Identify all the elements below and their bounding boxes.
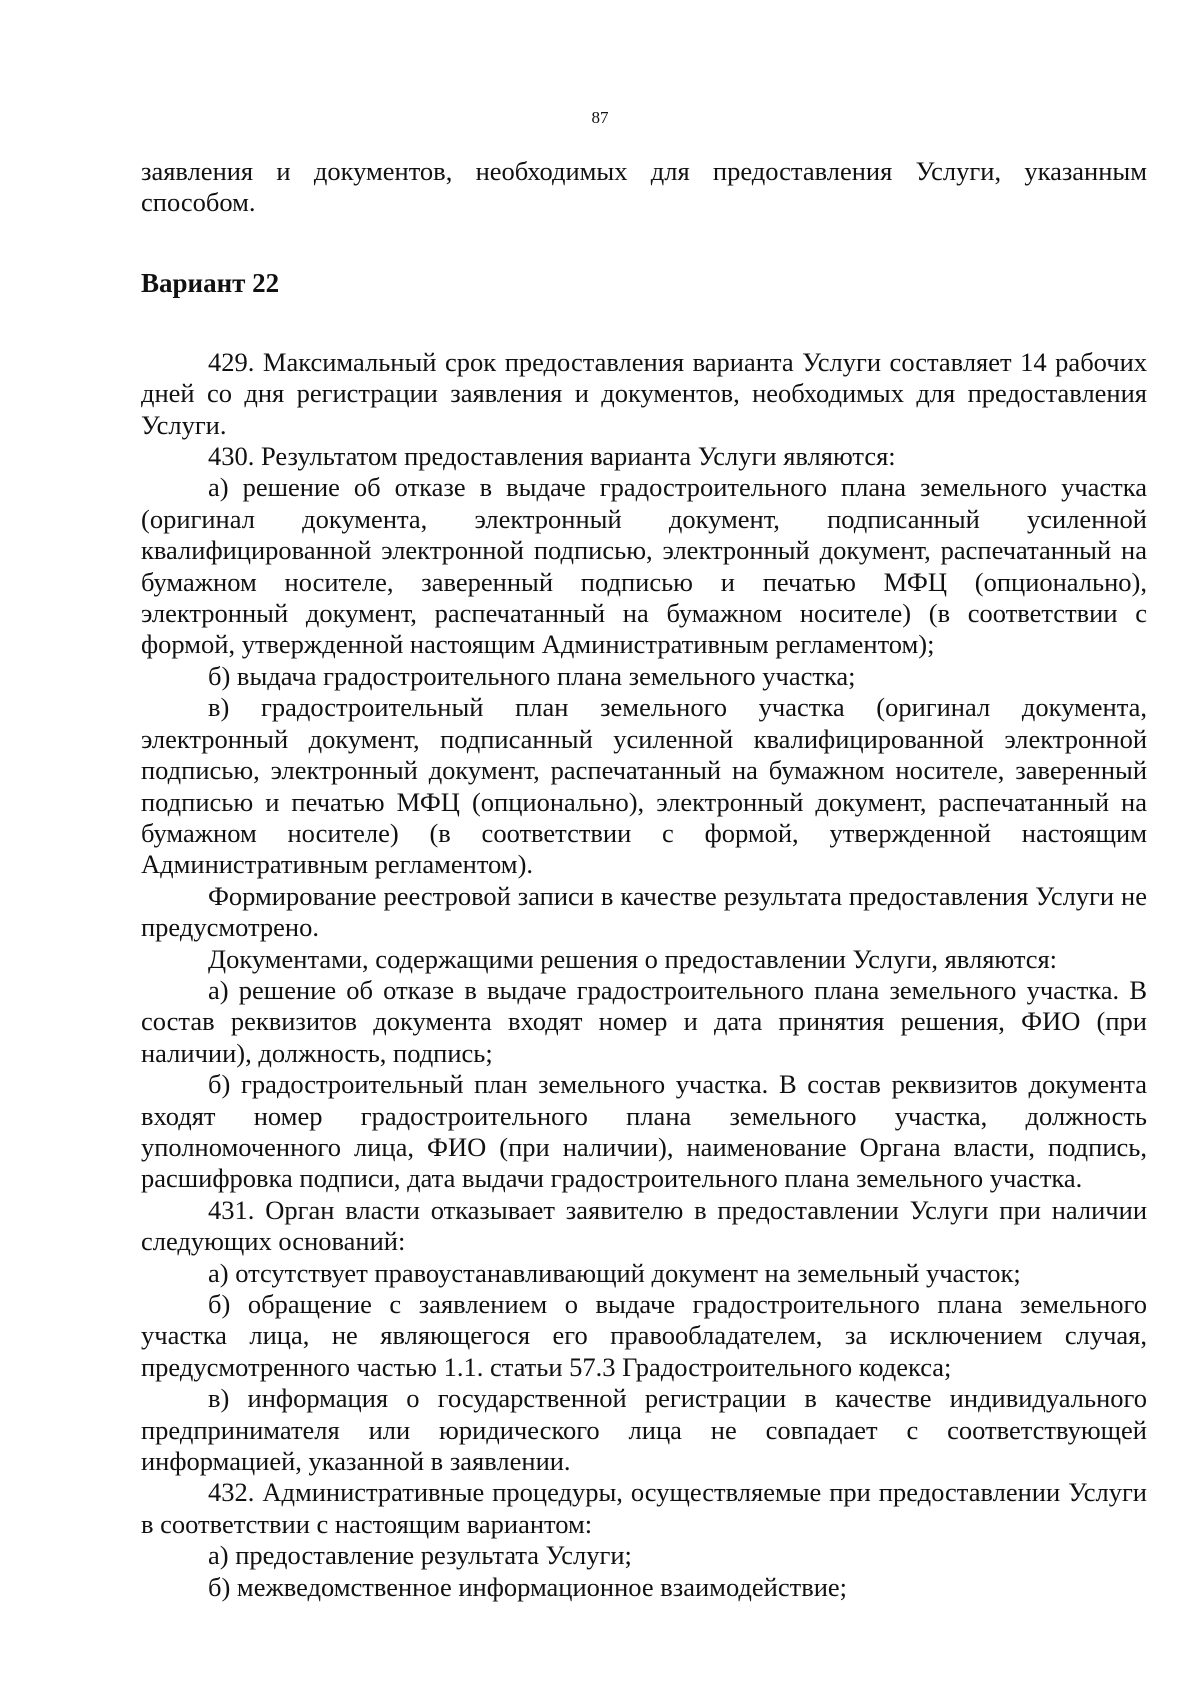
paragraph-431-item-a: а) отсутствует правоустанавливающий документ на земельный участок; bbox=[208, 1257, 1021, 1288]
paragraph-430-item-a: а) решение об отказе в выдаче градостроительного плана земельного участка (оригинал документа, электронный документ, подписанный усиленной квалифицированной электронной подписью, электронный документ, распечатанный на бумажном носителе, заверенный подписью и печатью МФЦ (опционально), электронный документ, распечатанный на бумажном носителе) (в соответствии с формой, утвержденной настоящим Административным регламентом); bbox=[141, 472, 1147, 660]
paragraph-431: 431. Орган власти отказывает заявителю в предоставлении Услуги при наличии следующих оснований: bbox=[141, 1194, 1147, 1257]
paragraph-decision-item-a: а) решение об отказе в выдаче градостроительного плана земельного участка. В состав реквизитов документа входят номер и дата принятия решения, ФИО (при наличии), должность, подпись; bbox=[141, 974, 1147, 1068]
paragraph-decision-documents: Документами, содержащими решения о предоставлении Услуги, являются: bbox=[208, 943, 1058, 974]
document-body bbox=[141, 156, 1147, 1603]
paragraph-430-item-v: в) градостроительный план земельного участка (оригинал документа, электронный документ, подписанный усиленной квалифицированной электронной подписью, электронный документ, распечатанный на бумажном носителе, заверенный подписью и печатью МФЦ (опционально), электронный документ, распечатанный на бумажном носителе) (в соответствии с формой, утвержденной настоящим Административным регламентом). bbox=[141, 692, 1147, 880]
paragraph-431-item-b: б) обращение с заявлением о выдаче градостроительного плана земельного участка лица, не являющегося его правообладателем, за исключением случая, предусмотренного частью 1.1. статьи 57.3 Градостроительного кодекса; bbox=[141, 1289, 1147, 1382]
paragraph-429: 429. Максимальный срок предоставления варианта Услуги составляет 14 рабочих дней со дня регистрации заявления и документов, необходимых для предоставления Услуги. bbox=[141, 346, 1147, 440]
paragraph-registry-note: Формирование реестровой записи в качестве результата предоставления Услуги не предусмотрено. bbox=[141, 880, 1147, 943]
paragraph-432: 432. Административные процедуры, осуществляемые при предоставлении Услуги в соответствии с настоящим вариантом: bbox=[141, 1477, 1147, 1539]
section-heading: Вариант 22 bbox=[141, 267, 280, 298]
paragraph-430-item-b: б) выдача градостроительного плана земельного участка; bbox=[208, 660, 856, 691]
paragraph-430: 430. Результатом предоставления варианта Услуги являются: bbox=[208, 441, 896, 472]
paragraph-432-item-a: а) предоставление результата Услуги; bbox=[208, 1540, 632, 1571]
paragraph-432-item-b: б) межведомственное информационное взаимодействие; bbox=[208, 1571, 848, 1602]
paragraph-decision-item-b: б) градостроительный план земельного участка. В состав реквизитов документа входят номер градостроительного плана земельного участка, должность уполномоченного лица, ФИО (при наличии), наименование Органа власти, подпись, расшифровка подписи, дата выдачи градостроительного плана земельного участка. bbox=[141, 1069, 1147, 1194]
lead-paragraph: заявления и документов, необходимых для предоставления Услуги, указанным способом. bbox=[141, 156, 1147, 218]
page-number: 87 bbox=[591, 108, 609, 127]
paragraph-431-item-v: в) информация о государственной регистрации в качестве индивидуального предпринимателя или юридического лица не совпадает с соответствующей информацией, указанной в заявлении. bbox=[141, 1383, 1147, 1477]
